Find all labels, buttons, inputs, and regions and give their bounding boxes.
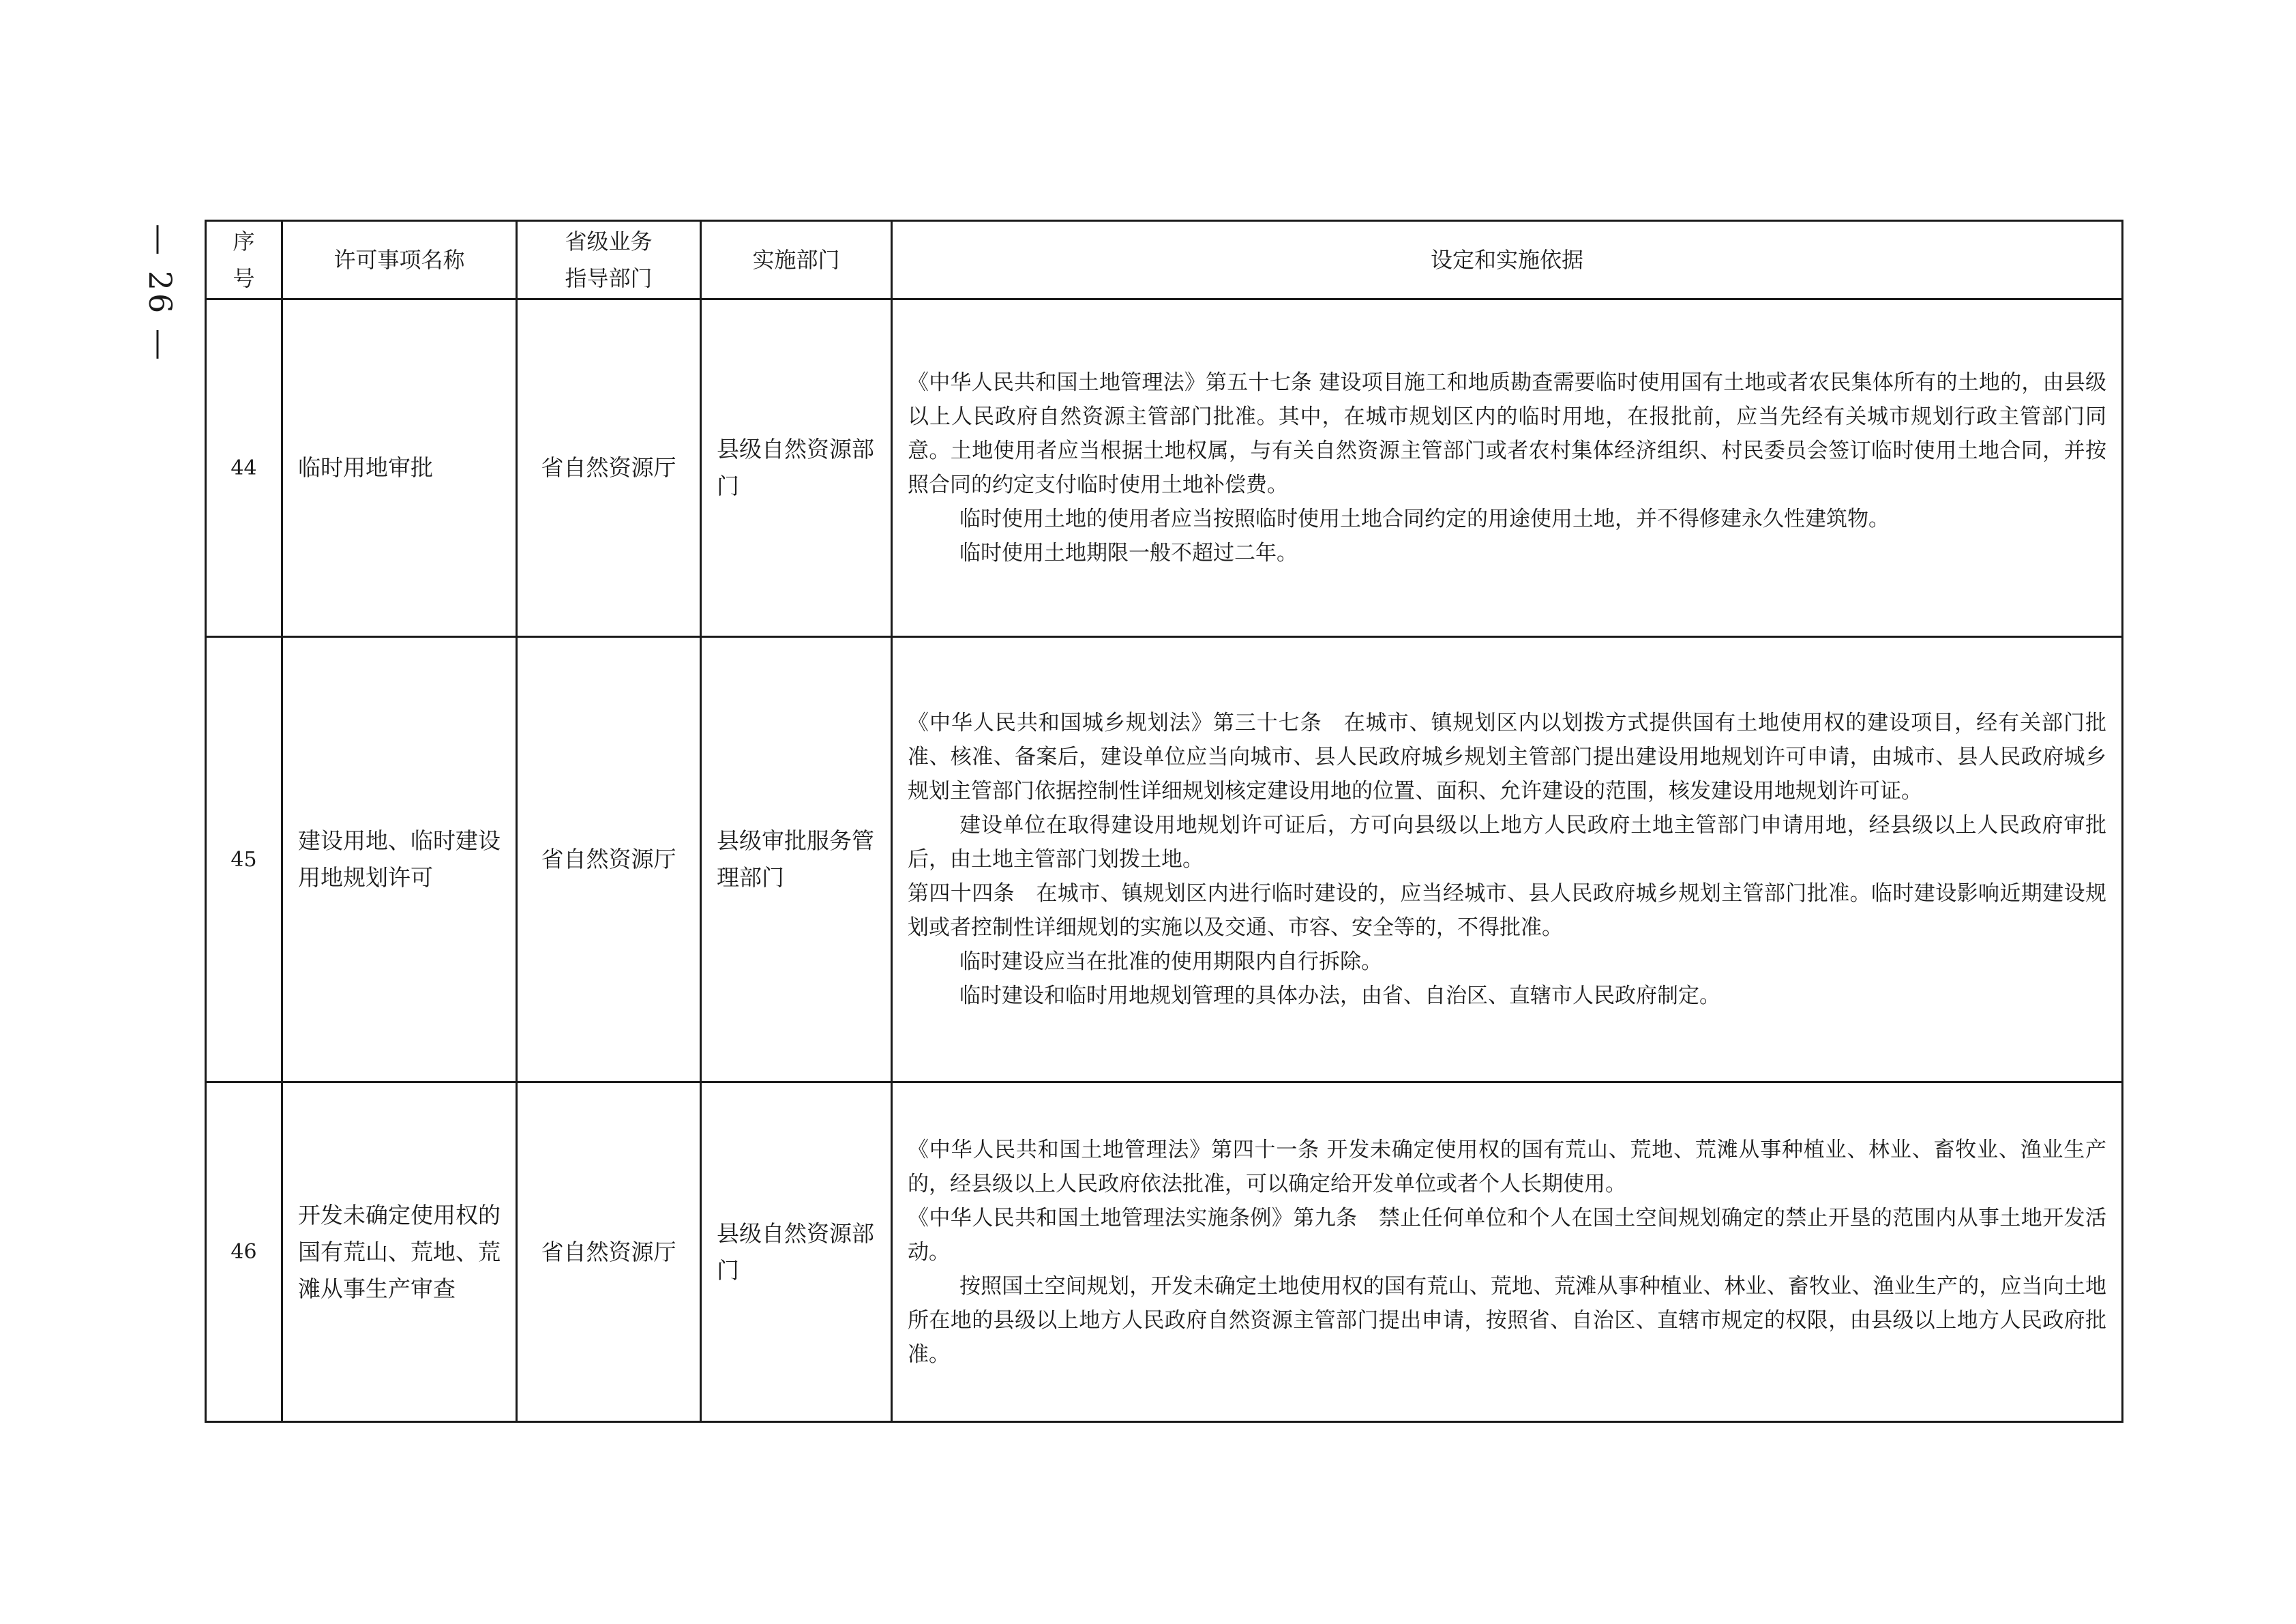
basis-paragraph: 按照国土空间规划，开发未确定土地使用权的国有荒山、荒地、荒滩从事种植业、林业、畜牧业、渔业生产的，应当向土地所在地的县级以上地方人民政府自然资源主管部门提出申请，按照省、自治区、直辖市规定的权限，由县级以上地方人民政府批准。 (908, 1273, 2106, 1367)
row-permit-name: 开发未确定使用权的国有荒山、荒地、荒滩从事生产审查 (282, 1082, 517, 1422)
header-provincial-dept (517, 221, 701, 299)
row-seq: 46 (206, 1082, 282, 1422)
header-basis: 设定和实施依据 (892, 221, 2123, 299)
row-provincial-dept: 省自然资源厅 (517, 1082, 701, 1422)
table-row (206, 1082, 2123, 1422)
row-provincial-dept: 省自然资源厅 (517, 299, 701, 637)
header-provincial-dept-line-2: 指导部门 (565, 265, 653, 291)
header-implementing-dept: 实施部门 (701, 221, 892, 299)
row-implementing-dept: 县级审批服务管理部门 (701, 637, 892, 1082)
basis-paragraph: 临时使用土地的使用者应当按照临时使用土地合同约定的用途使用土地，并不得修建永久性建筑物。 (959, 507, 1890, 531)
header-seq-line-2: 号 (233, 265, 255, 291)
row-permit-name: 临时用地审批 (282, 299, 517, 637)
row-implementing-dept: 县级自然资源部门 (701, 1082, 892, 1422)
header-name: 许可事项名称 (282, 221, 517, 299)
basis-paragraph: 《中华人民共和国土地管理法》第四十一条 开发未确定使用权的国有荒山、荒地、荒滩从事种植业、林业、畜牧业、渔业生产的，经县级以上人民政府依法批准，可以确定给开发单位或者个人长期使用。 (908, 1137, 2106, 1196)
basis-paragraph: 临时使用土地期限一般不超过二年。 (959, 541, 1298, 565)
header-provincial-dept-line-1: 省级业务 (565, 228, 653, 254)
basis-paragraph: 《中华人民共和国城乡规划法》第三十七条 在城市、镇规划区内以划拨方式提供国有土地使用权的建设项目，经有关部门批准、核准、备案后，建设单位应当向城市、县人民政府城乡规划主管部门提出建设用地规划许可申请，由城市、县人民政府城乡规划主管部门依据控制性详细规划核定建设用地的位置、面积、允许建设的范围，核发建设用地规划许可证。 (908, 711, 2106, 803)
row-seq: 44 (206, 299, 282, 637)
page-number-text: — 26 — (142, 224, 179, 363)
header-seq-line-1: 序 (233, 228, 255, 254)
row-seq: 45 (206, 637, 282, 1082)
permits-table (205, 220, 2123, 1423)
row-basis (892, 637, 2123, 1082)
basis-paragraph: 《中华人民共和国土地管理法实施条例》第九条 禁止任何单位和个人在国土空间规划确定的禁止开垦的范围内从事土地开发活动。 (908, 1205, 2106, 1265)
page-number (130, 205, 191, 382)
basis-paragraph: 建设单位在取得建设用地规划许可证后，方可向县级以上地方人民政府土地主管部门申请用地，经县级以上人民政府审批后，由土地主管部门划拨土地。 (908, 813, 2106, 872)
table-header-row (206, 221, 2123, 299)
row-basis (892, 299, 2123, 637)
row-provincial-dept: 省自然资源厅 (517, 637, 701, 1082)
row-basis (892, 1082, 2123, 1422)
basis-paragraph: 第四十四条 在城市、镇规划区内进行临时建设的，应当经城市、县人民政府城乡规划主管部门批准。临时建设影响近期建设规划或者控制性详细规划的实施以及交通、市容、安全等的，不得批准。 (908, 881, 2106, 940)
basis-paragraph: 《中华人民共和国土地管理法》第五十七条 建设项目施工和地质勘查需要临时使用国有土地或者农民集体所有的土地的，由县级以上人民政府自然资源主管部门批准。其中，在城市规划区内的临时用地，在报批前，应当先经有关城市规划行政主管部门同意。土地使用者应当根据土地权属，与有关自然资源主管部门或者农村集体经济组织、村民委员会签订临时使用土地合同，并按照合同的约定支付临时使用土地补偿费。 (908, 370, 2106, 497)
row-implementing-dept: 县级自然资源部门 (701, 299, 892, 637)
row-permit-name: 建设用地、临时建设用地规划许可 (282, 637, 517, 1082)
table-row (206, 299, 2123, 637)
table-row (206, 637, 2123, 1082)
basis-paragraph: 临时建设应当在批准的使用期限内自行拆除。 (959, 949, 1382, 974)
header-seq (206, 221, 282, 299)
basis-paragraph: 临时建设和临时用地规划管理的具体办法，由省、自治区、直辖市人民政府制定。 (959, 984, 1720, 1008)
